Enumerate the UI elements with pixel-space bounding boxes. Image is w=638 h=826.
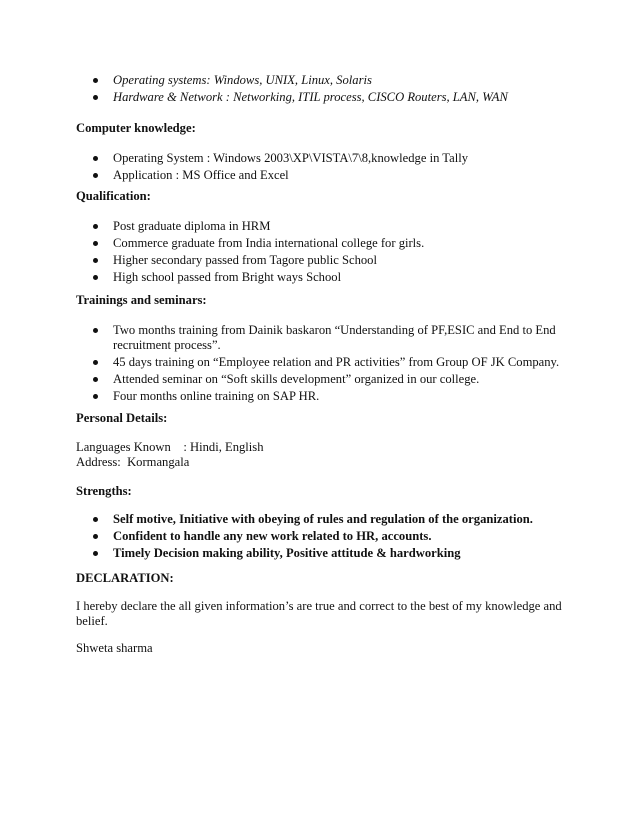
bullet-icon xyxy=(93,241,98,246)
address: Address: Kormangala xyxy=(76,455,190,469)
list-item-text: Attended seminar on “Soft skills development” organized in our college. xyxy=(113,372,480,386)
bullet-icon xyxy=(93,156,98,161)
bullet-icon xyxy=(93,394,98,399)
languages-known: Languages Known : Hindi, English xyxy=(76,440,264,454)
computer-knowledge-list xyxy=(76,151,578,185)
list-item-text: Timely Decision making ability, Positive attitude & hardworking xyxy=(113,546,461,560)
strengths-heading: Strengths: xyxy=(76,484,132,498)
list-item xyxy=(76,168,578,183)
list-item xyxy=(76,529,578,544)
trainings-list xyxy=(76,323,578,406)
bullet-icon xyxy=(93,551,98,556)
bullet-icon xyxy=(93,534,98,539)
list-item xyxy=(76,270,578,285)
personal-details-heading: Personal Details: xyxy=(76,411,168,425)
personal-details-block xyxy=(76,440,578,470)
list-item-text: Four months online training on SAP HR. xyxy=(113,389,320,403)
bullet-icon xyxy=(93,78,98,83)
signature-name: Shweta sharma xyxy=(76,641,153,655)
list-item-text: Two months training from Dainik baskaron “Understanding of PF,ESIC and End to End recruitment process”. xyxy=(113,323,556,352)
bullet-icon xyxy=(93,360,98,365)
list-item-text: Higher secondary passed from Tagore public School xyxy=(113,253,377,267)
qualification-heading: Qualification: xyxy=(76,189,151,203)
bullet-icon xyxy=(93,377,98,382)
bullet-icon xyxy=(93,328,98,333)
bullet-icon xyxy=(93,517,98,522)
list-item xyxy=(76,372,578,387)
list-item-text: Application : MS Office and Excel xyxy=(113,168,289,182)
trainings-heading: Trainings and seminars: xyxy=(76,293,207,307)
os-hardware-list xyxy=(76,73,578,107)
bullet-icon xyxy=(93,95,98,100)
list-item xyxy=(76,236,578,251)
list-item-text: Confident to handle any new work related to HR, accounts. xyxy=(113,529,432,543)
list-item xyxy=(76,323,578,353)
computer-knowledge-heading: Computer knowledge: xyxy=(76,121,196,135)
list-item-text: Self motive, Initiative with obeying of rules and regulation of the organization. xyxy=(113,512,533,526)
list-item-text: Operating System : Windows 2003\XP\VISTA\7\8,knowledge in Tally xyxy=(113,151,468,165)
list-item xyxy=(76,512,578,527)
list-item xyxy=(76,253,578,268)
declaration-text: I hereby declare the all given information’s are true and correct to the best of my knowledge and belief. xyxy=(76,599,562,628)
list-item-text: Hardware & Network : Networking, ITIL process, CISCO Routers, LAN, WAN xyxy=(113,90,508,104)
qualification-list xyxy=(76,219,578,287)
bullet-icon xyxy=(93,173,98,178)
list-item xyxy=(76,151,578,166)
list-item xyxy=(76,219,578,234)
declaration-heading: DECLARATION: xyxy=(76,571,174,585)
list-item xyxy=(76,389,578,404)
list-item xyxy=(76,73,578,88)
list-item-text: Operating systems: Windows, UNIX, Linux, Solaris xyxy=(113,73,372,87)
bullet-icon xyxy=(93,258,98,263)
bullet-icon xyxy=(93,275,98,280)
list-item-text: Post graduate diploma in HRM xyxy=(113,219,271,233)
list-item xyxy=(76,90,578,105)
list-item xyxy=(76,355,578,370)
list-item-text: High school passed from Bright ways School xyxy=(113,270,342,284)
list-item-text: 45 days training on “Employee relation and PR activities” from Group OF JK Company. xyxy=(113,355,560,369)
list-item xyxy=(76,546,578,561)
bullet-icon xyxy=(93,224,98,229)
strengths-list xyxy=(76,512,578,563)
list-item-text: Commerce graduate from India international college for girls. xyxy=(113,236,425,250)
